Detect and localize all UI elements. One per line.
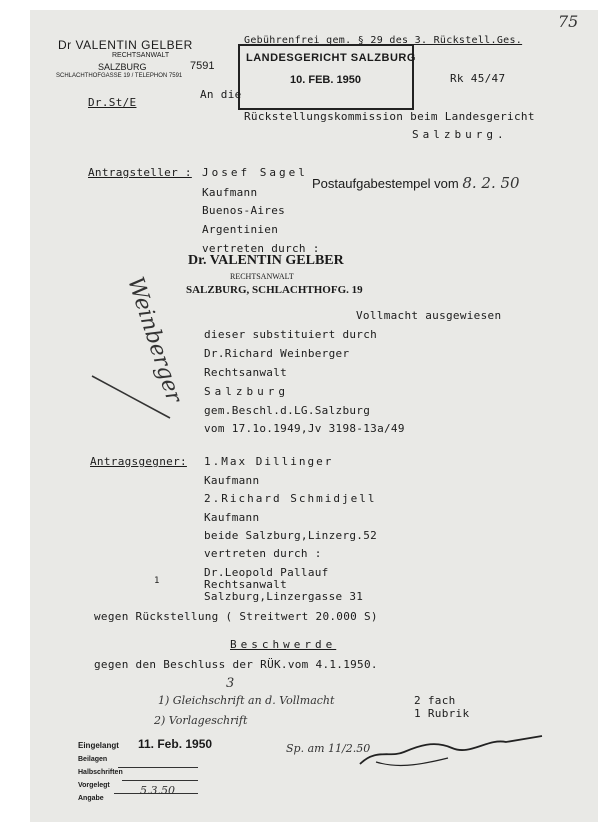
- respondent-line-4: Kaufmann: [204, 511, 260, 524]
- letterhead-name: Dr VALENTIN GELBER: [58, 38, 193, 52]
- letterhead-title: RECHTSANWALT: [112, 52, 170, 59]
- court-stamp: [238, 44, 414, 110]
- document-page: [30, 10, 598, 822]
- sender-reference: Dr.St/E: [88, 96, 137, 109]
- counsel-stamp-address: SALZBURG, SCHLACHTHOFG. 19: [186, 284, 363, 296]
- respondent-line-5: beide Salzburg,Linzerg.52: [204, 529, 378, 542]
- applicant-label: Antragsteller :: [88, 166, 192, 179]
- applicant-line-2: Kaufmann: [202, 186, 258, 199]
- case-reference: Rk 45/47: [450, 72, 506, 85]
- respondent-line-7: Dr.Leopold Pallauf: [204, 566, 329, 579]
- letterhead-address: SCHLACHTHOFGASSE 19 / TELEPHON 7591: [56, 73, 183, 79]
- applicant-line-3: Buenos-Aires: [202, 204, 286, 217]
- representation-line-7: vom 17.1o.1949,Jv 3198-13a/49: [204, 422, 405, 435]
- court-stamp-title: LANDESGERICHT SALZBURG: [246, 52, 416, 64]
- respondent-label: Antragsgegner:: [90, 455, 187, 468]
- counsel-stamp-title: RECHTSANWALT: [230, 272, 294, 281]
- postal-stamp-date: 8. 2. 50: [462, 174, 520, 192]
- letterhead-city: SALZBURG: [98, 62, 147, 72]
- page-number: 75: [558, 12, 579, 31]
- received-row-2: Halbschriften: [78, 769, 123, 776]
- respondent-line-6: vertreten durch :: [204, 547, 322, 560]
- signature-stroke: [90, 374, 176, 424]
- applicant-line-5: vertreten durch :: [202, 242, 320, 255]
- representation-line-5: Salzburg: [204, 385, 289, 398]
- handwritten-number: 3: [226, 676, 235, 691]
- received-rule-1: [118, 767, 198, 768]
- signature: [356, 718, 546, 774]
- representation-line-2: dieser substituiert durch: [204, 328, 378, 341]
- copies-line-2: 1 Rubrik: [414, 707, 470, 720]
- representation-line-4: Rechtsanwalt: [204, 366, 288, 379]
- copies-line-1: 2 fach: [414, 694, 456, 707]
- handwritten-line-1: 1) Gleichschrift an d. Vollmacht: [158, 694, 335, 707]
- address-line-1: Rückstellungskommission beim Landesgericht: [244, 110, 535, 123]
- fee-exemption-line: Gebührenfrei gem. § 29 des 3. Rückstell.Ges.: [244, 35, 523, 46]
- received-row-4: Angabe: [78, 795, 104, 802]
- representation-line-6: gem.Beschl.d.LG.Salzburg: [204, 404, 371, 417]
- postal-stamp-text: Postaufgabestempel vom: [312, 176, 459, 191]
- subject-line: wegen Rückstellung ( Streitwert 20.000 S): [94, 610, 378, 623]
- side-mark: 1: [154, 576, 160, 586]
- handwritten-line-2: 2) Vorlageschrift: [154, 714, 248, 727]
- respondent-line-3: 2.Richard Schmidjell: [204, 492, 377, 505]
- respondent-line-1: 1.Max Dillinger: [204, 455, 334, 468]
- applicant-line-4: Argentinien: [202, 223, 279, 236]
- address-line-2: Salzburg.: [412, 128, 508, 141]
- received-rule-2: [122, 780, 198, 781]
- respondent-line-8: Rechtsanwalt: [204, 578, 288, 591]
- counsel-stamp-name: Dr. VALENTIN GELBER: [188, 253, 344, 268]
- vertical-signature: Weinberger: [122, 274, 187, 406]
- received-row-3: Vorgelegt: [78, 782, 110, 789]
- handwritten-initials: Sp. am 11/2.50: [286, 742, 371, 755]
- letterhead-phone: 7591: [190, 60, 215, 72]
- respondent-line-9: Salzburg,Linzergasse 31: [204, 590, 364, 603]
- postal-stamp: [312, 174, 520, 192]
- document-heading: Beschwerde: [230, 638, 337, 651]
- respondent-line-2: Kaufmann: [204, 474, 260, 487]
- received-date: 11. Feb. 1950: [138, 737, 213, 751]
- court-stamp-date: 10. FEB. 1950: [290, 74, 361, 86]
- received-row-1: Beilagen: [78, 756, 108, 763]
- received-label: Eingelangt: [78, 741, 119, 750]
- address-prefix: An die: [200, 88, 242, 101]
- received-value: 5.3.50: [140, 784, 175, 797]
- against-line: gegen den Beschluss der RÜK.vom 4.1.1950.: [94, 658, 378, 671]
- representation-line-3: Dr.Richard Weinberger: [204, 347, 350, 360]
- applicant-line-1: Josef Sagel: [202, 166, 308, 179]
- representation-line-1: Vollmacht ausgewiesen: [356, 309, 502, 322]
